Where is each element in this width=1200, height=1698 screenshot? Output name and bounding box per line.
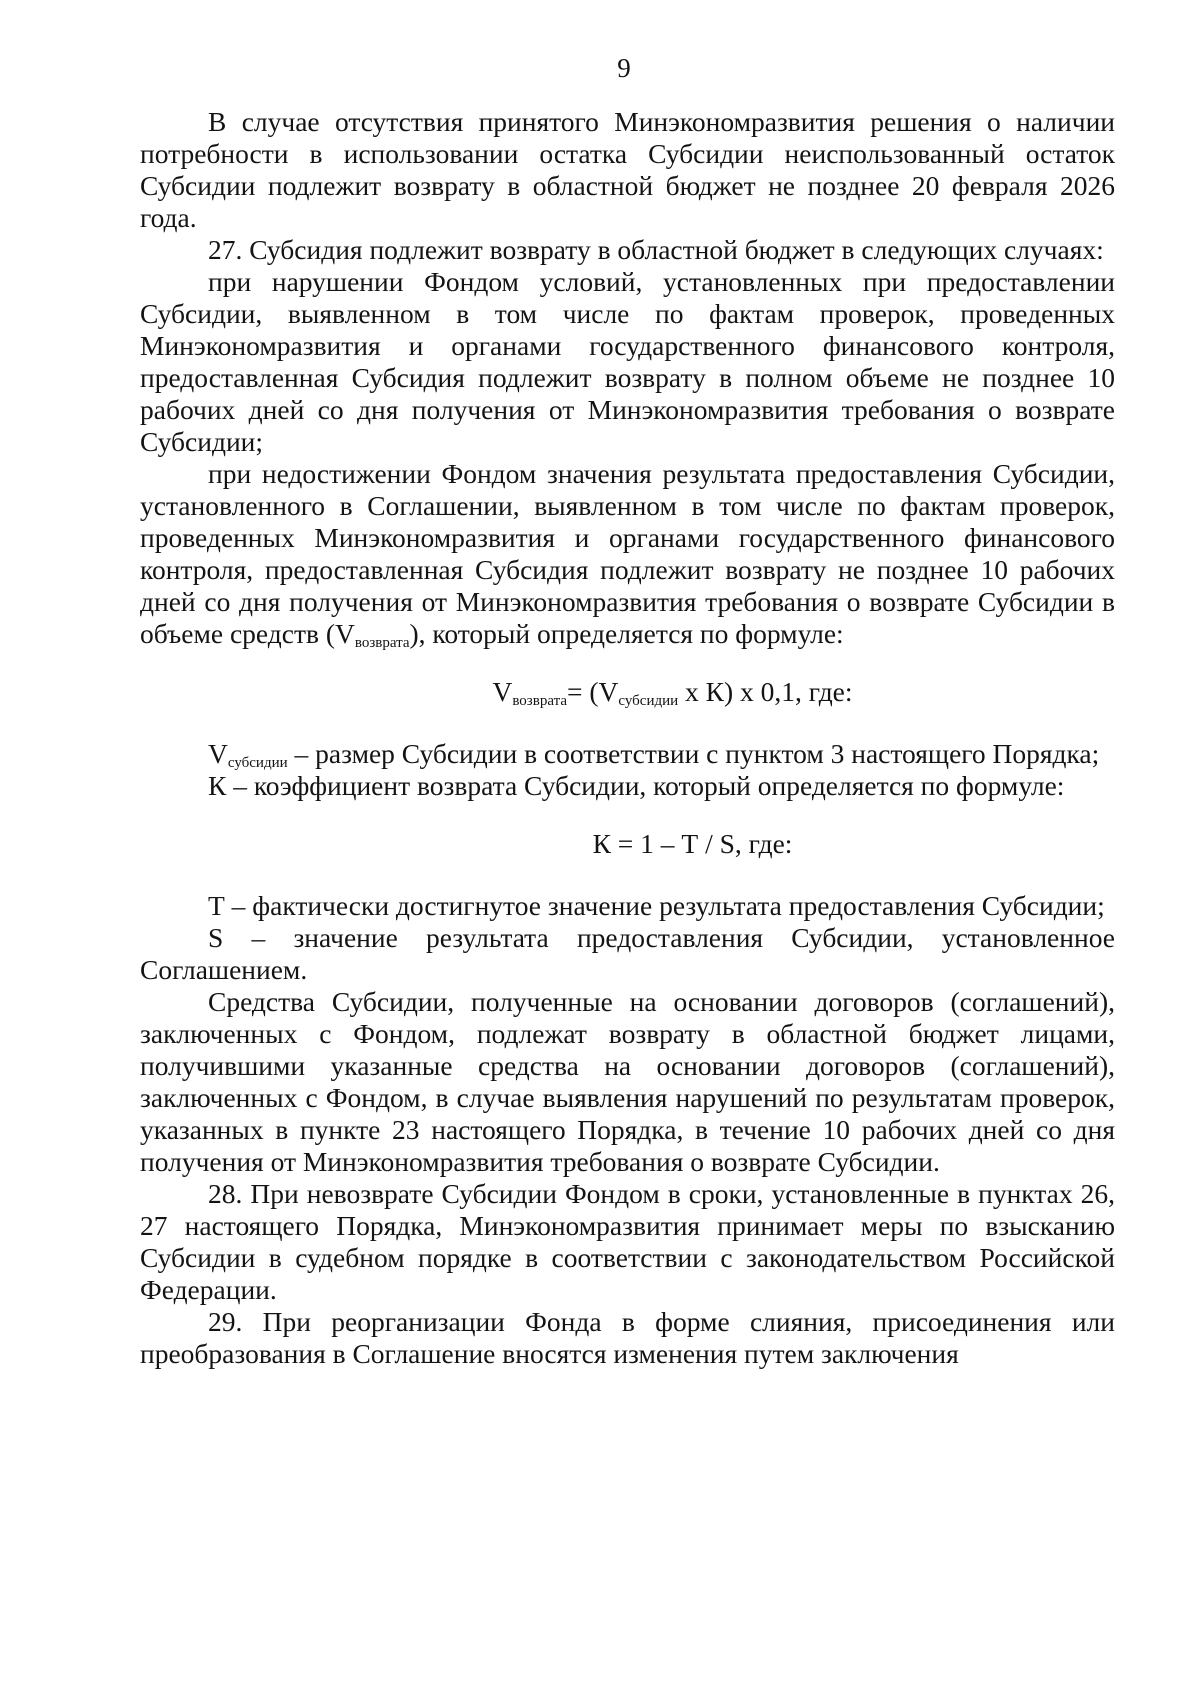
paragraph-27: 27. Субсидия подлежит возврату в областной бюджет в следующих случаях:	[208, 234, 1104, 265]
definition-t: Т – фактически достигнутое значение результата предоставления Субсидии;	[208, 890, 1105, 921]
subscript: возврата	[354, 635, 410, 651]
formula-text: х К) х 0,1, где:	[678, 676, 853, 707]
paragraph-contract-funds: Средства Субсидии, полученные на основании договоров (соглашений), заключенных с Фондом, подлежат возврату в областной бюджет лицами, получившими указанные средства на основании договоров (соглашений), заключенных с Фондом, в случае выявления нарушений по результатам проверок, указанных в пункте 23 настоящего Порядка, в течение 10 рабочих дней со дня получения от Минэкономразвития требования о возврате Субсидии.	[140, 986, 1115, 1177]
paragraph-28: 28. При невозврате Субсидии Фондом в сроки, установленные в пунктах 26, 27 настоящего Порядка, Минэкономразвития принимает меры по взысканию Субсидии в судебном порядке в соответствии с законодательством Российской Федерации.	[140, 1178, 1115, 1305]
formula-text: = (V	[566, 676, 619, 707]
definition-variable: V	[208, 738, 228, 769]
definition-v-subsidy	[140, 738, 1115, 770]
paragraph-non-achievement-case	[140, 458, 1115, 650]
paragraph-text: ), который определяется по формуле:	[409, 618, 844, 649]
page-number: 9	[617, 53, 631, 83]
paragraph-text: при недостижении Фондом значения результата предоставления Субсидии, установленного в Соглашении, выявленном в том числе по фактам проверок, проведенных Минэкономразвития и органами государственного финансового контроля, предоставленная Субсидия подлежит возврату не позднее 10 рабочих дней со дня получения от Минэкономразвития требования о возврате Субсидии в объеме средств (V	[140, 458, 1115, 649]
formula-variable: V	[492, 676, 513, 707]
paragraph-unused-balance: В случае отсутствия принятого Минэкономразвития решения о наличии потребности в использовании остатка Субсидии неиспользованный остаток Субсидии подлежит возврату в областной бюджет не позднее 20 февраля 2026 года.	[140, 106, 1115, 233]
formula-return-volume	[140, 676, 1115, 708]
formula-subscript: возврата	[512, 693, 567, 709]
definition-s: S – значение результата предоставления Субсидии, установленное Соглашением.	[140, 922, 1115, 985]
formula-coefficient: К = 1 – Т / S, где:	[592, 828, 793, 859]
formula-subscript: субсидии	[618, 693, 679, 709]
definition-k: К – коэффициент возврата Субсидии, который определяется по формуле:	[208, 770, 1065, 801]
document-body	[140, 106, 1115, 1370]
definition-text: – размер Субсидии в соответствии с пунктом 3 настоящего Порядка;	[287, 738, 1100, 769]
definition-subscript: субсидии	[227, 755, 288, 771]
paragraph-violation-case: при нарушении Фондом условий, установленных при предоставлении Субсидии, выявленном в том числе по фактам проверок, проведенных Минэкономразвития и органами государственного финансового контроля, предоставленная Субсидия подлежит возврату в полном объеме не позднее 10 рабочих дней со дня получения от Минэкономразвития требования о возврате Субсидии;	[140, 266, 1115, 457]
paragraph-29: 29. При реорганизации Фонда в форме слияния, присоединения или преобразования в Соглашение вносятся изменения путем заключения	[140, 1306, 1115, 1369]
